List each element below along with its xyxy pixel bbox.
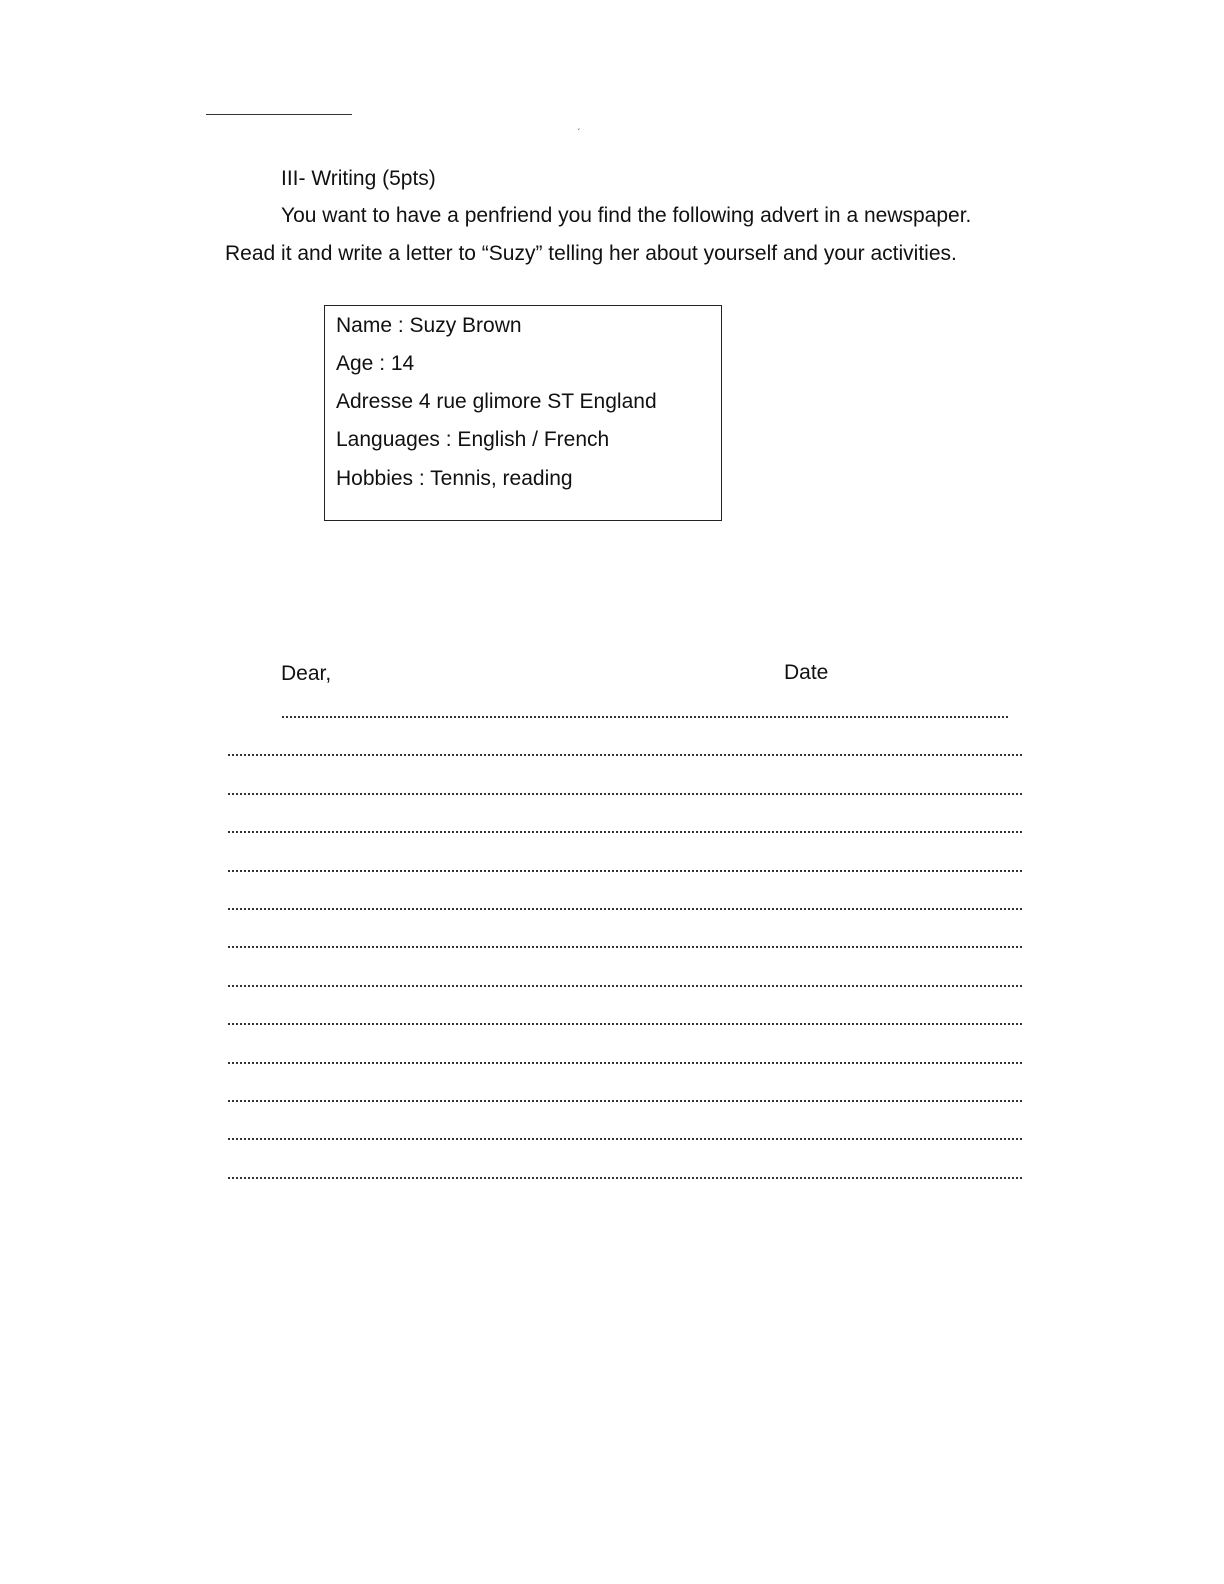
letter-greeting: Dear, [281, 662, 332, 685]
advert-box [324, 305, 722, 521]
advert-age: Age : 14 [336, 352, 415, 375]
scan-speck: ˯ [577, 120, 581, 131]
letter-date-label: Date [784, 661, 829, 684]
writing-line[interactable] [282, 716, 1008, 718]
top-rule [206, 114, 352, 115]
advert-hobbies: Hobbies : Tennis, reading [336, 467, 573, 490]
instruction-line: Read it and write a letter to “Suzy” telling her about yourself and your activities. [225, 242, 957, 265]
writing-line[interactable] [228, 1177, 1022, 1179]
writing-line[interactable] [228, 985, 1022, 987]
writing-line[interactable] [228, 870, 1022, 872]
advert-address: Adresse 4 rue glimore ST England [336, 390, 657, 413]
instruction-line: You want to have a penfriend you find the following advert in a newspaper. [281, 204, 972, 227]
writing-line[interactable] [228, 1062, 1022, 1064]
writing-line[interactable] [228, 1023, 1022, 1025]
writing-line[interactable] [228, 754, 1022, 756]
writing-line[interactable] [228, 793, 1022, 795]
writing-line[interactable] [228, 1138, 1022, 1140]
writing-line[interactable] [228, 908, 1022, 910]
advert-name: Name : Suzy Brown [336, 314, 522, 337]
writing-line[interactable] [228, 946, 1022, 948]
advert-languages: Languages : English / French [336, 428, 610, 451]
writing-line[interactable] [228, 1100, 1022, 1102]
section-title: III- Writing (5pts) [281, 167, 436, 190]
writing-line[interactable] [228, 831, 1022, 833]
